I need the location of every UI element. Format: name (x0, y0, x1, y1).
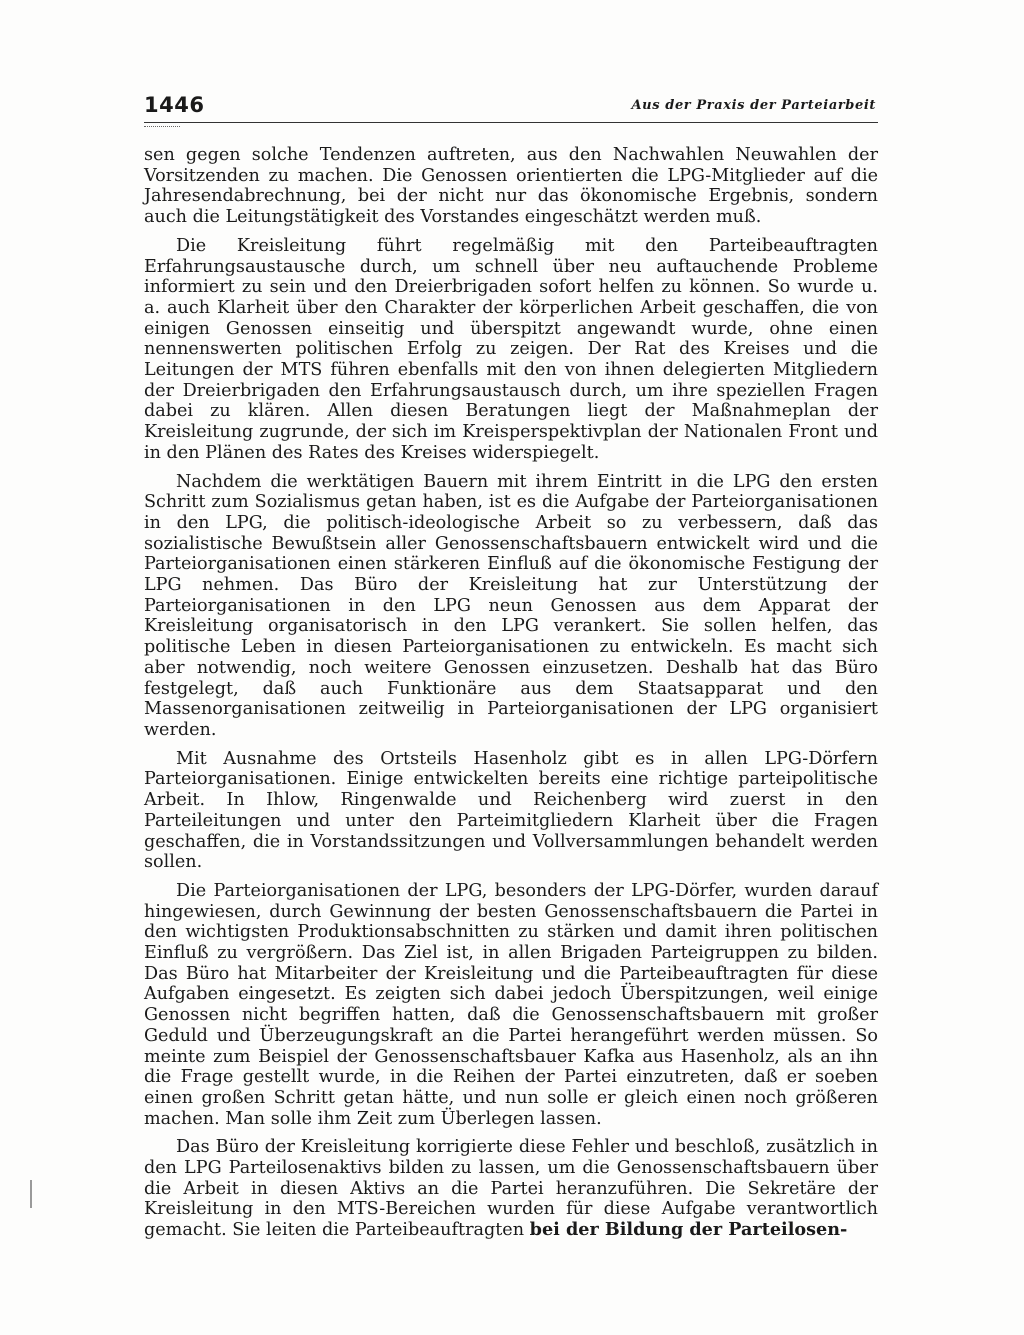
paragraph: Mit Ausnahme des Ortsteils Hasenholz gibt es in allen LPG-Dörfern Parteiorganisationen. Einige entwickelten bereits eine richtige parteipolitische Arbeit. In Ihlow, Ringenwalde und Reichenberg wird zuerst in den Parteileitungen und unter den Parteimitgliedern Klarheit über die Fragen geschaffen, die in Vorstandssitzungen und Vollversammlungen behandelt werden sollen. (144, 748, 878, 873)
paragraph-last (144, 1137, 878, 1241)
paragraph-bold-tail: bei der Bildung der Parteilosen- (529, 1219, 848, 1241)
paragraph: Die Kreisleitung führt regelmäßig mit den Parteibeauftragten Erfahrungsaustausche durch, um schnell über neu auftauchende Probleme informiert zu sein und den Dreierbrigaden sofort helfen zu können. So wurde u. a. auch Klarheit über den Charakter der körperlichen Arbeit geschaffen, die von einigen Genossen einseitig und überspitzt angewandt wurde, ohne einen nennenswerten politischen Erfolg zu zeigen. Der Rat des Kreises und die Leitungen der MTS führen ebenfalls mit den von ihnen delegierten Mitgliedern der Dreierbrigaden den Erfahrungsaustausch durch, um ihre speziellen Fragen dabei zu klären. Allen diesen Beratungen liegt der Maßnahmeplan der Kreisleitung zugrunde, der sich im Kreisperspektivplan der Nationalen Front und in den Plänen des Rates des Kreises widerspiegelt. (144, 235, 878, 463)
paragraph: Nachdem die werktätigen Bauern mit ihrem Eintritt in die LPG den ersten Schritt zum Sozialismus getan haben, ist es die Aufgabe der Parteiorganisationen in den LPG, die politisch-ideologische Arbeit so zu verbessern, daß das sozialistische Bewußtsein aller Genossenschaftsbauern entwickelt wird und die Parteiorganisationen einen stärkeren Einfluß auf die ökonomische Festigung der LPG nehmen. Das Büro der Kreisleitung hat zur Unterstützung der Parteiorganisationen in den LPG neun Genossen aus dem Apparat der Kreisleitung organisatorisch in den LPG verankert. Sie sollen helfen, das politische Leben in diesen Parteiorganisationen zu entwickeln. Es macht sich aber notwendig, noch weitere Genossen einzusetzen. Deshalb hat das Büro festgelegt, daß auch Funktionäre aus dem Staatsapparat und den Massenorganisationen zeitweilig in Parteiorganisationen der LPG organisiert werden. (144, 471, 878, 740)
paragraph-text: Das Büro der Kreisleitung korrigierte diese Fehler und beschloß, zusätzlich in den LPG Parteilosenaktivs bilden zu lassen, um die Genossenschaftsbauern über die Arbeit in diesen Aktivs an die Partei heranzuführen. Die Sekretäre der Kreisleitung in den MTS-Bereichen wurden für diese Aufgabe verantwortlich gemacht. Sie leiten die Parteibeauftragten (144, 1137, 878, 1241)
page-number: 1446 (144, 93, 205, 117)
page-header (144, 93, 876, 119)
running-title: Aus der Praxis der Parteiarbeit (631, 98, 876, 113)
paragraph: Die Parteiorganisationen der LPG, besonders der LPG-Dörfer, wurden darauf hingewiesen, durch Gewinnung der besten Genossenschaftsbauern die Partei in den wichtigsten Produktionsabschnitten zu stärken und damit ihren politischen Einfluß zu vergrößern. Das Ziel ist, in allen Brigaden Parteigruppen zu bilden. Das Büro hat Mitarbeiter der Kreisleitung und die Parteibeauftragten für diese Aufgaben eingesetzt. Es zeigten sich dabei jedoch Überspitzungen, weil einige Genossen nicht begriffen hatten, daß die Genossenschaftsbauern mit großer Geduld und Überzeugungskraft an die Partei herangeführt werden müssen. So meinte zum Beispiel der Genossenschaftsbauer Kafka aus Hasenholz, als an ihn die Frage gestellt wurde, in die Reihen der Partei einzutreten, daß er soeben einen großen Schritt getan hätte, und nun solle er gleich einen noch größeren machen. Man solle ihm Zeit zum Überlegen lassen. (144, 880, 878, 1129)
header-rule (144, 122, 878, 123)
margin-mark (30, 1180, 32, 1208)
body-text (144, 145, 878, 1249)
paragraph: sen gegen solche Tendenzen auftreten, aus den Nachwahlen Neuwahlen der Vorsitzenden zu machen. Die Genossen orientierten die LPG-Mitglieder auf die Jahresendabrechnung, bei der nicht nur das ökonomische Ergebnis, sondern auch die Leitungstätigkeit des Vorstandes eingeschätzt werden muß. (144, 145, 878, 228)
header-rule-dots (144, 126, 180, 127)
